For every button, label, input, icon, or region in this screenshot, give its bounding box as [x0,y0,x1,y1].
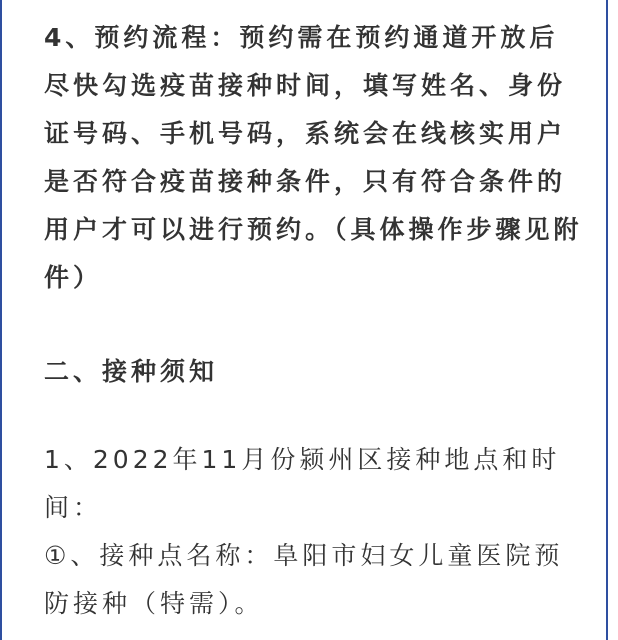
spacer [44,396,584,436]
spacer [44,302,584,348]
section-heading-vaccination-notice: 二、接种须知 [44,357,219,386]
paragraph-booking-process: 4、预约流程：预约需在预约通道开放后尽快勾选疫苗接种时间，填写姓名、身份证号码、手机号码，系统会在线核实用户是否符合疫苗接种条件，只有符合条件的用户才可以进行预约。（具体操作步骤见附件） [44,23,583,292]
paragraph-location-time: 1、2022年11月份颍州区接种地点和时间： [44,445,561,522]
paragraph-site-name: ①、接种点名称：阜阳市妇女儿童医院预防接种（特需）。 [44,541,564,618]
article-content [44,14,584,628]
